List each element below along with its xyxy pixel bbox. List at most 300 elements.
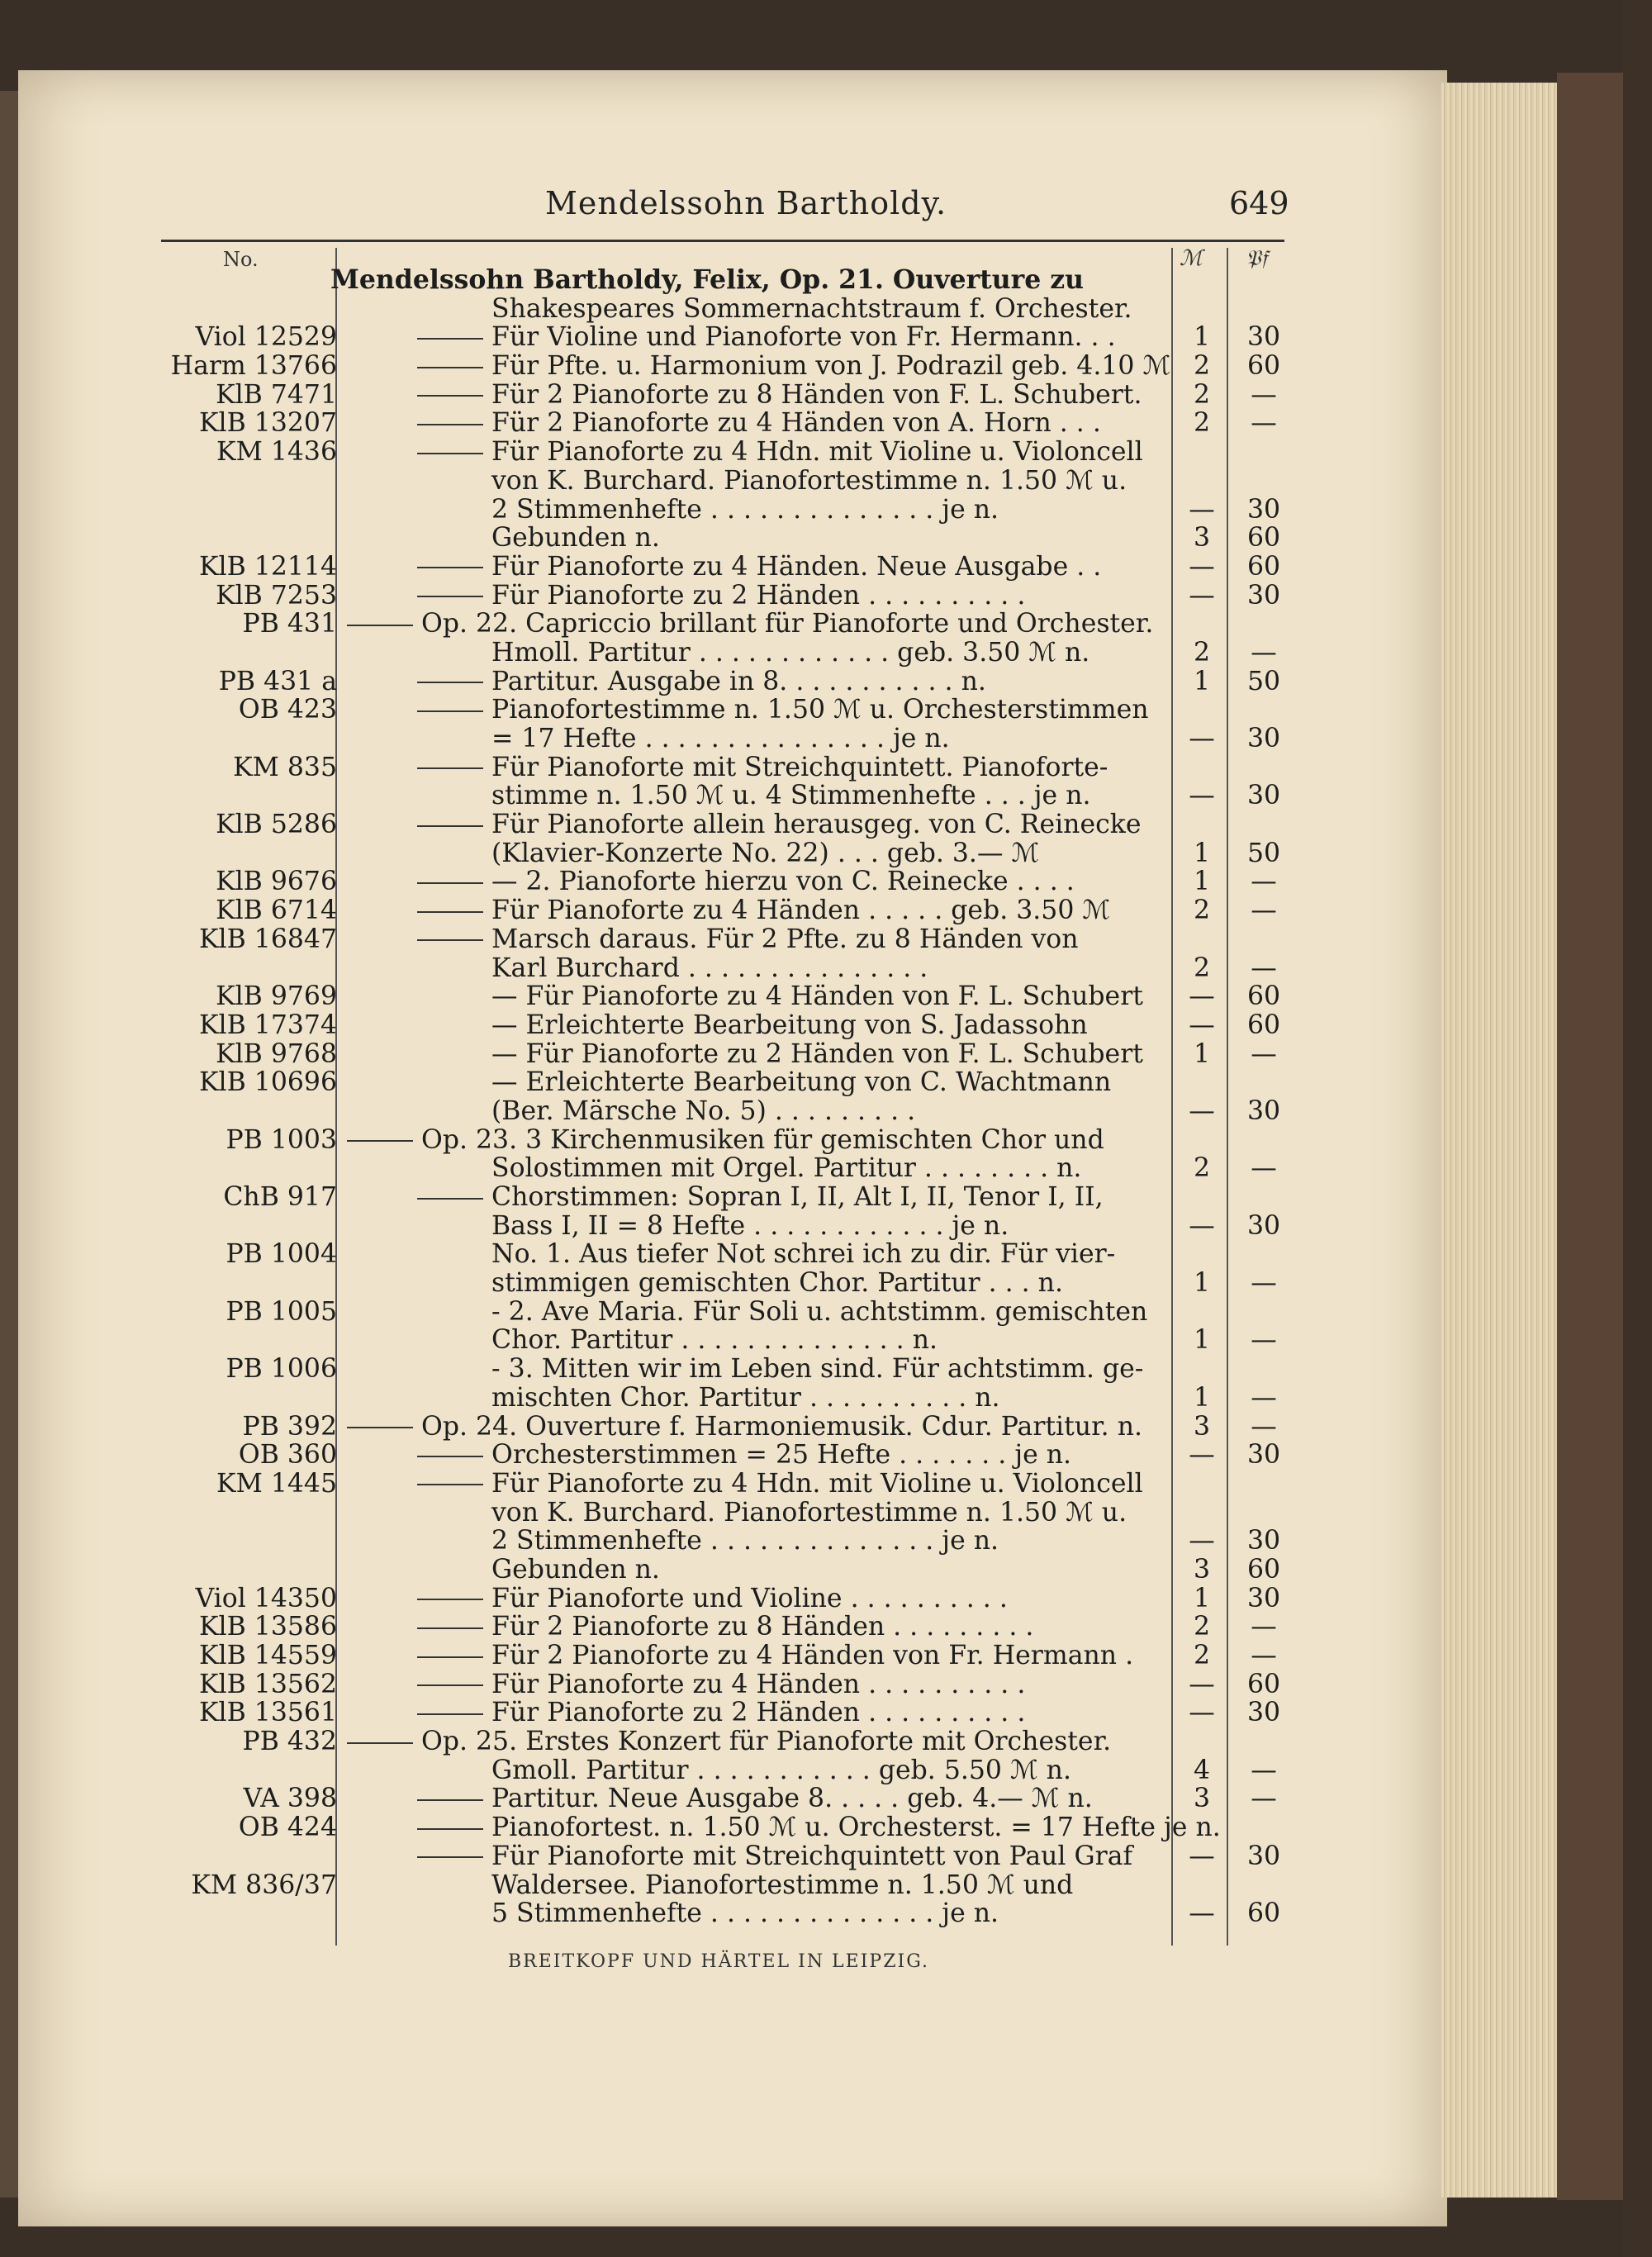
price-mark: 2	[1193, 351, 1211, 382]
table-row	[0, 867, 1322, 896]
entry-text-content: Gebunden n.	[491, 523, 660, 554]
catalog-number: KlB 5286	[216, 810, 337, 840]
ditto-dash	[417, 1599, 483, 1600]
table-row	[0, 1240, 1322, 1269]
ditto-dash	[417, 424, 483, 425]
table-row	[0, 1470, 1322, 1499]
price-pfennig: —	[1251, 1382, 1277, 1413]
entry-text	[417, 1842, 1132, 1871]
ditto-dash	[417, 1799, 483, 1801]
price-pfennig: —	[1251, 408, 1277, 439]
price-mark: 1	[1193, 666, 1211, 696]
table-row	[0, 610, 1322, 639]
catalog-number: KlB 14559	[199, 1641, 337, 1670]
entry-text	[417, 1642, 1133, 1670]
price-pfennig: —	[1251, 1641, 1277, 1670]
entry-text	[491, 1355, 1143, 1384]
price-pfennig: —	[1251, 953, 1277, 983]
table-row	[0, 582, 1322, 611]
catalog-number: VA 398	[243, 1784, 337, 1814]
price-pfennig: 30	[1246, 1841, 1281, 1871]
entry-text-content: Op. 22. Capriccio brillant für Pianoforte und Orchester.	[421, 609, 1154, 639]
table-row	[0, 1727, 1322, 1756]
entry-text-content: Für 2 Pianoforte zu 4 Händen von Fr. Hermann .	[491, 1641, 1134, 1670]
table-row	[0, 381, 1322, 410]
table-row	[0, 810, 1322, 839]
ditto-dash	[417, 710, 483, 712]
entry-text-content: Partitur. Ausgabe in 8. . . . . . . . . . . n.	[491, 666, 986, 696]
entry-text	[417, 323, 1116, 352]
price-mark: 1	[1193, 1583, 1211, 1613]
catalog-number: PB 1004	[225, 1239, 337, 1270]
catalog-number: PB 432	[242, 1727, 337, 1757]
catalog-number: PB 392	[242, 1411, 337, 1442]
price-pfennig: —	[1251, 1612, 1277, 1642]
table-row	[0, 839, 1322, 868]
price-mark: —	[1189, 1841, 1215, 1871]
entry-text	[491, 639, 1089, 668]
ditto-dash	[347, 625, 413, 626]
entry-text-content: (Klavier-Konzerte No. 22) . . . geb. 3.— ℳ	[491, 838, 1040, 868]
table-row	[0, 1842, 1322, 1871]
table-row	[0, 1642, 1322, 1670]
entry-text-content: (Ber. Märsche No. 5) . . . . . . . . .	[491, 1095, 916, 1126]
entry-text	[491, 1068, 1111, 1097]
entry-text-content: Chorstimmen: Sopran I, II, Alt I, II, Tenor I, II,	[491, 1182, 1104, 1212]
price-pfennig: 50	[1246, 838, 1281, 868]
catalog-number: KM 1445	[216, 1468, 337, 1499]
book-cover-edge	[1557, 73, 1623, 2200]
entry-text	[417, 753, 1108, 782]
price-mark: —	[1189, 1010, 1215, 1040]
ditto-dash	[417, 1856, 483, 1858]
entry-text-content: Bass I, II = 8 Hefte . . . . . . . . . . . . je n.	[491, 1210, 1009, 1241]
entry-text	[491, 1384, 1000, 1413]
ditto-dash	[417, 1713, 483, 1715]
entry-text	[491, 1899, 999, 1928]
price-pfennig: 30	[1246, 580, 1281, 611]
catalog-number: PB 431	[242, 609, 337, 639]
catalog-number: KlB 13562	[199, 1669, 337, 1699]
catalog-number: PB 1006	[225, 1354, 337, 1385]
header-rule	[161, 240, 1284, 242]
entry-text	[417, 1183, 1104, 1212]
ditto-dash	[417, 1684, 483, 1686]
price-mark: 1	[1193, 322, 1211, 353]
entry-text-content: Für Pianoforte zu 4 Hdn. mit Violine u. Violoncell	[491, 1468, 1143, 1499]
column-header-pfennig: 𝔓𝔣	[1246, 246, 1268, 271]
table-row	[0, 553, 1322, 582]
catalog-number: KlB 9769	[216, 981, 337, 1012]
catalog-number: KM 835	[233, 752, 337, 782]
catalog-number: Viol 12529	[195, 322, 337, 353]
table-row	[0, 1326, 1322, 1355]
table-row	[0, 639, 1322, 668]
table-row	[0, 266, 1322, 295]
entry-text	[330, 266, 1084, 295]
entry-text	[491, 982, 1143, 1011]
price-pfennig: 50	[1246, 666, 1281, 696]
price-pfennig: 30	[1246, 1583, 1281, 1613]
catalog-number: KlB 9768	[216, 1038, 337, 1069]
table-row	[0, 496, 1322, 525]
catalog-number: KlB 17374	[199, 1010, 337, 1040]
entry-text	[491, 1527, 999, 1556]
entry-text	[491, 725, 950, 753]
ditto-dash	[417, 1484, 483, 1485]
entry-text-content: = 17 Hefte . . . . . . . . . . . . . . . je n.	[491, 724, 950, 753]
entry-text	[417, 352, 1170, 381]
ditto-dash	[417, 939, 483, 941]
entry-text-content: Für Pianoforte zu 4 Händen . . . . . . . . . .	[491, 1669, 1026, 1699]
ditto-dash	[417, 825, 483, 827]
catalog-number: KM 1436	[216, 437, 337, 468]
ditto-dash	[417, 1828, 483, 1830]
entry-text	[491, 1756, 1071, 1785]
entry-text	[417, 438, 1143, 467]
price-mark: 2	[1193, 637, 1211, 668]
price-mark: —	[1189, 1095, 1215, 1126]
catalog-number: PB 431 a	[218, 666, 337, 696]
entry-text-content: Für Pianoforte mit Streichquintett. Pianoforte-	[491, 752, 1108, 782]
price-mark: 1	[1193, 867, 1211, 897]
catalog-number: KlB 13586	[199, 1612, 337, 1642]
table-row	[0, 323, 1322, 352]
entry-text	[491, 1499, 1127, 1528]
entry-text-content: Waldersee. Pianofortestimme n. 1.50 ℳ und	[491, 1870, 1074, 1900]
table-row	[0, 1441, 1322, 1470]
table-row	[0, 1784, 1322, 1813]
entry-text	[417, 1670, 1025, 1699]
price-pfennig: 60	[1246, 1554, 1281, 1585]
entry-text-content: von K. Burchard. Pianofortestimme n. 1.50 ℳ u.	[491, 465, 1127, 496]
ditto-dash	[417, 395, 483, 397]
price-pfennig: —	[1251, 637, 1277, 668]
entry-text-content: — Für Pianoforte zu 2 Händen von F. L. Schubert	[491, 1038, 1143, 1069]
table-row	[0, 352, 1322, 381]
price-pfennig: 30	[1246, 1210, 1281, 1241]
catalog-number: OB 424	[238, 1813, 337, 1843]
table-row	[0, 668, 1322, 696]
price-mark: —	[1189, 551, 1215, 582]
price-mark: 2	[1193, 379, 1211, 410]
entry-text-content: Op. 24. Ouverture f. Harmoniemusik. Cdur. Partitur. n.	[421, 1411, 1143, 1442]
price-pfennig: 30	[1246, 724, 1281, 753]
entry-text-content: No. 1. Aus tiefer Not schrei ich zu dir. Für vier-	[491, 1239, 1116, 1270]
price-pfennig: —	[1251, 896, 1277, 926]
table-row	[0, 467, 1322, 496]
table-row	[0, 1699, 1322, 1727]
price-pfennig: 30	[1246, 1526, 1281, 1556]
price-mark: 3	[1193, 523, 1211, 554]
price-mark: —	[1189, 1898, 1215, 1929]
price-mark: —	[1189, 1440, 1215, 1471]
price-pfennig: 60	[1246, 981, 1281, 1012]
scan-background	[1623, 0, 1652, 2257]
entry-text	[417, 925, 1079, 954]
entry-text	[491, 1326, 938, 1355]
table-row	[0, 896, 1322, 925]
table-row	[0, 725, 1322, 753]
entry-text	[417, 1613, 1033, 1642]
entry-text-content: Partitur. Neue Ausgabe 8. . . . . geb. 4.— ℳ n.	[491, 1784, 1093, 1814]
entry-text-content: stimmigen gemischten Chor. Partitur . . . n.	[491, 1268, 1063, 1299]
table-row	[0, 1298, 1322, 1327]
entry-text-content: Für Pianoforte zu 4 Hdn. mit Violine u. Violoncell	[491, 437, 1143, 468]
table-row	[0, 1154, 1322, 1183]
catalog-number: OB 360	[238, 1440, 337, 1471]
price-pfennig: —	[1251, 1038, 1277, 1069]
table-row	[0, 954, 1322, 983]
entry-text-content: — Erleichterte Bearbeitung von S. Jadassohn	[491, 1010, 1088, 1040]
table-row	[0, 1384, 1322, 1413]
price-pfennig: —	[1251, 1268, 1277, 1299]
table-row	[0, 1527, 1322, 1556]
price-mark: 2	[1193, 1153, 1211, 1184]
ditto-dash	[417, 1456, 483, 1457]
ditto-dash	[347, 1140, 413, 1142]
entry-text	[491, 295, 1132, 324]
entry-text	[417, 696, 1149, 725]
table-row	[0, 1212, 1322, 1241]
entry-text	[491, 467, 1127, 496]
table-row	[0, 438, 1322, 467]
entry-text-content: Karl Burchard . . . . . . . . . . . . . . .	[491, 953, 928, 983]
entry-text	[417, 553, 1101, 582]
ditto-dash	[417, 882, 483, 884]
ditto-dash	[417, 596, 483, 597]
catalog-number: PB 1003	[225, 1124, 337, 1155]
entry-text	[491, 524, 660, 553]
entry-text-content: Op. 25. Erstes Konzert für Pianoforte mit Orchester.	[421, 1727, 1112, 1757]
entry-text	[491, 954, 928, 983]
entry-text	[417, 896, 1110, 925]
ditto-dash	[417, 567, 483, 568]
entry-text-content: Mendelssohn Bartholdy, Felix, Op. 21. Ouverture zu	[330, 264, 1085, 295]
entry-text-content: Für Violine und Pianoforte von Fr. Hermann. . .	[491, 322, 1116, 353]
table-row	[0, 1413, 1322, 1442]
price-pfennig: 30	[1246, 1440, 1281, 1471]
entry-text	[417, 381, 1142, 410]
entry-text-content: Op. 23. 3 Kirchenmusiken für gemischten Chor und	[421, 1124, 1104, 1155]
entry-text-content: Shakespeares Sommernachtstraum f. Orchester.	[491, 293, 1132, 324]
entry-text	[417, 867, 1075, 896]
table-row	[0, 1756, 1322, 1785]
catalog-number: KlB 7253	[216, 580, 337, 611]
price-mark: —	[1189, 1669, 1215, 1699]
table-row	[0, 524, 1322, 553]
catalog-number: KlB 10696	[199, 1067, 337, 1098]
entry-text	[491, 1212, 1009, 1241]
ditto-dash	[417, 682, 483, 683]
entry-text-content: Für Pianoforte zu 4 Händen. Neue Ausgabe . .	[491, 551, 1102, 582]
entry-text	[347, 1126, 1104, 1155]
price-pfennig: 60	[1246, 1898, 1281, 1929]
publisher-footer: BREITKOPF UND HÄRTEL IN LEIPZIG.	[508, 1951, 929, 1972]
catalog-number: Viol 14350	[195, 1583, 337, 1613]
price-mark: 3	[1193, 1411, 1211, 1442]
ditto-dash	[417, 367, 483, 368]
entry-text-content: — Erleichterte Bearbeitung von C. Wachtmann	[491, 1067, 1112, 1098]
entry-text-content: Gmoll. Partitur . . . . . . . . . . . geb. 5.50 ℳ n.	[491, 1755, 1071, 1785]
catalog-number: OB 423	[238, 695, 337, 725]
catalog-number: KlB 12114	[199, 551, 337, 582]
table-row	[0, 409, 1322, 438]
entry-text	[417, 1441, 1071, 1470]
catalog-number: KlB 9676	[216, 867, 337, 897]
entry-text	[417, 668, 986, 696]
price-mark: 1	[1193, 1038, 1211, 1069]
price-pfennig: 60	[1246, 551, 1281, 582]
table-row	[0, 782, 1322, 810]
price-mark: 3	[1193, 1554, 1211, 1585]
table-row	[0, 1040, 1322, 1069]
catalog-number: KlB 6714	[216, 896, 337, 926]
catalog-number: PB 1005	[225, 1296, 337, 1327]
entry-text	[491, 1097, 915, 1126]
entry-text	[347, 1413, 1142, 1442]
entry-text-content: 2 Stimmenhefte . . . . . . . . . . . . . . je n.	[491, 1526, 999, 1556]
entry-text	[417, 409, 1101, 438]
entry-text-content: Für Pianoforte allein herausgeg. von C. Reinecke	[491, 810, 1142, 840]
ditto-dash	[347, 1427, 413, 1428]
catalog-number: KlB 13207	[199, 408, 337, 439]
entry-text-content: - 3. Mitten wir im Leben sind. Für achtstimm. ge-	[491, 1354, 1144, 1385]
table-row	[0, 1585, 1322, 1613]
entry-text-content: Für Pianoforte und Violine . . . . . . . . . .	[491, 1583, 1008, 1613]
table-row	[0, 696, 1322, 725]
price-mark: 4	[1193, 1755, 1211, 1785]
entry-text	[347, 610, 1153, 639]
table-row	[0, 753, 1322, 782]
entry-text	[491, 1240, 1115, 1269]
entry-text-content: Orchesterstimmen = 25 Hefte . . . . . . . je n.	[491, 1440, 1072, 1471]
entry-text-content: Für 2 Pianoforte zu 8 Händen . . . . . . . . .	[491, 1612, 1034, 1642]
ditto-dash	[347, 1742, 413, 1744]
entry-text	[417, 1699, 1025, 1727]
entry-text-content: Für Pfte. u. Harmonium von J. Podrazil geb. 4.10 ℳ	[491, 351, 1171, 382]
entry-text	[491, 1269, 1063, 1298]
price-pfennig: —	[1251, 1411, 1277, 1442]
table-row	[0, 925, 1322, 954]
entry-text-content: — Für Pianoforte zu 4 Händen von F. L. Schubert	[491, 981, 1143, 1012]
entry-text-content: Für Pianoforte zu 2 Händen . . . . . . . . . .	[491, 1698, 1026, 1728]
entry-text	[491, 1556, 660, 1585]
price-pfennig: 30	[1246, 494, 1281, 525]
entry-text	[417, 1813, 1221, 1842]
ditto-dash	[417, 911, 483, 913]
entry-text	[417, 810, 1141, 839]
price-mark: 2	[1193, 408, 1211, 439]
ditto-dash	[417, 453, 483, 454]
entry-text-content: 5 Stimmenhefte . . . . . . . . . . . . . . je n.	[491, 1898, 999, 1929]
entry-text-content: Hmoll. Partitur . . . . . . . . . . . . geb. 3.50 ℳ n.	[491, 637, 1090, 668]
price-pfennig: 60	[1246, 1669, 1281, 1699]
entry-text	[491, 839, 1039, 868]
price-pfennig: —	[1251, 1755, 1277, 1785]
catalog-number: ChB 917	[223, 1182, 337, 1212]
catalog-entries	[0, 266, 1322, 1928]
entry-text	[491, 496, 999, 525]
ditto-dash	[417, 1198, 483, 1200]
price-pfennig: —	[1251, 867, 1277, 897]
catalog-number: KlB 7471	[216, 379, 337, 410]
running-header-title: Mendelssohn Bartholdy.	[545, 185, 947, 221]
table-row	[0, 1068, 1322, 1097]
table-row	[0, 1613, 1322, 1642]
entry-text-content: - 2. Ave Maria. Für Soli u. achtstimm. gemischten	[491, 1296, 1148, 1327]
price-mark: 2	[1193, 1612, 1211, 1642]
entry-text-content: Für Pianoforte zu 4 Händen . . . . . geb. 3.50 ℳ	[491, 896, 1111, 926]
table-row	[0, 1556, 1322, 1585]
column-header-mark: ℳ	[1180, 246, 1203, 271]
price-pfennig: 30	[1246, 322, 1281, 353]
price-pfennig: 60	[1246, 351, 1281, 382]
entry-text-content: Chor. Partitur . . . . . . . . . . . . . . n.	[491, 1325, 938, 1356]
table-row	[0, 1269, 1322, 1298]
table-row	[0, 295, 1322, 324]
price-mark: 2	[1193, 896, 1211, 926]
entry-text-content: Pianofortestimme n. 1.50 ℳ u. Orchesterstimmen	[491, 695, 1149, 725]
price-mark: 1	[1193, 1325, 1211, 1356]
catalog-number: KM 836/37	[191, 1870, 337, 1900]
entry-text-content: Für Pianoforte mit Streichquintett von Paul Graf	[491, 1841, 1133, 1871]
price-mark: 1	[1193, 838, 1211, 868]
entry-text	[491, 1040, 1143, 1069]
entry-text	[347, 1727, 1111, 1756]
catalog-number: Harm 13766	[170, 351, 337, 382]
table-row	[0, 1183, 1322, 1212]
price-mark: 2	[1193, 953, 1211, 983]
table-row	[0, 1355, 1322, 1384]
price-mark: —	[1189, 1698, 1215, 1728]
price-pfennig: 30	[1246, 1095, 1281, 1126]
price-pfennig: 60	[1246, 523, 1281, 554]
table-row	[0, 1813, 1322, 1842]
ditto-dash	[417, 1656, 483, 1658]
entry-text	[491, 1011, 1088, 1040]
entry-text	[491, 1154, 1081, 1183]
entry-text-content: Für 2 Pianoforte zu 4 Händen von A. Horn . . .	[491, 408, 1101, 439]
entry-text-content: Marsch daraus. Für 2 Pfte. zu 8 Händen von	[491, 924, 1079, 954]
price-mark: —	[1189, 781, 1215, 811]
catalog-number: KlB 16847	[199, 924, 337, 954]
catalog-number: KlB 13561	[199, 1698, 337, 1728]
entry-text	[417, 1784, 1093, 1813]
price-pfennig: 30	[1246, 781, 1281, 811]
price-pfennig: 60	[1246, 1010, 1281, 1040]
table-row	[0, 1499, 1322, 1528]
table-row	[0, 1899, 1322, 1928]
entry-text-content: — 2. Pianoforte hierzu von C. Reinecke . . . .	[491, 867, 1075, 897]
entry-text-content: von K. Burchard. Pianofortestimme n. 1.50 ℳ u.	[491, 1497, 1127, 1528]
table-row	[0, 1011, 1322, 1040]
table-row	[0, 982, 1322, 1011]
entry-text-content: mischten Chor. Partitur . . . . . . . . . . n.	[491, 1382, 1000, 1413]
ditto-dash	[417, 338, 483, 340]
entry-text-content: Für Pianoforte zu 2 Händen . . . . . . . . . .	[491, 580, 1026, 611]
page-number: 649	[1229, 185, 1289, 221]
price-mark: 1	[1193, 1268, 1211, 1299]
price-mark: —	[1189, 580, 1215, 611]
price-mark: 1	[1193, 1382, 1211, 1413]
ditto-dash	[417, 1627, 483, 1629]
price-mark: —	[1189, 1210, 1215, 1241]
ditto-dash	[417, 767, 483, 769]
price-mark: —	[1189, 724, 1215, 753]
table-row	[0, 1670, 1322, 1699]
price-mark: —	[1189, 1526, 1215, 1556]
